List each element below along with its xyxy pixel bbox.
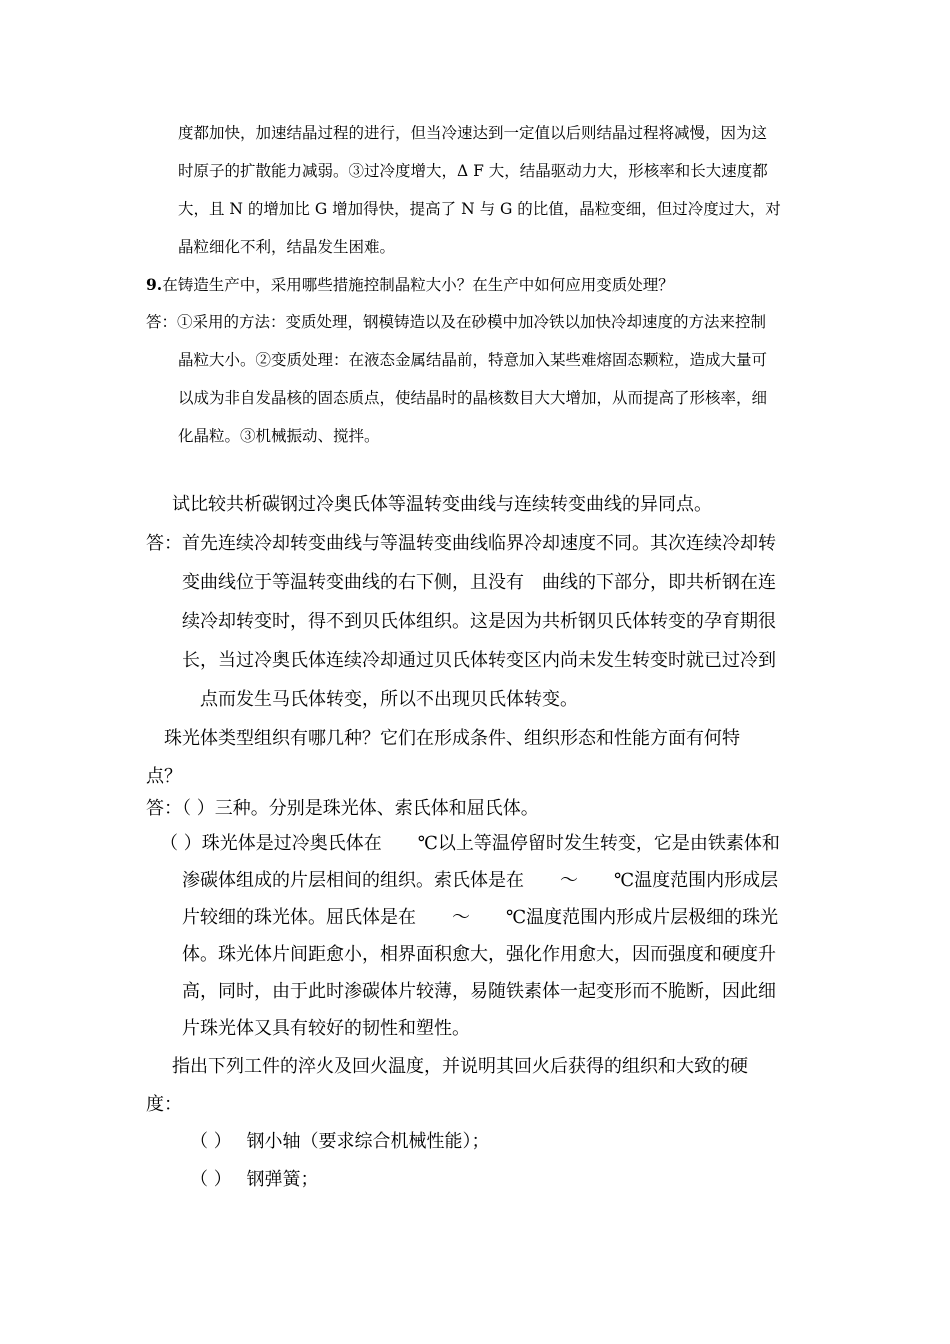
question-number: 9. xyxy=(146,275,163,294)
text-line: 晶粒大小。②变质处理：在液态金属结晶前，特意加入某些难熔固态颗粒，造成大量可 xyxy=(178,351,768,369)
text-line: 变曲线位于等温转变曲线的右下侧，且没有 曲线的下部分，即共析钢在连 xyxy=(182,572,776,593)
text-line: 点？ xyxy=(146,766,182,787)
list-item: （ ） 钢小轴（要求综合机械性能）； xyxy=(190,1131,490,1152)
text-line: （ ）珠光体是过冷奥氏体在 ℃以上等温停留时发生转变，它是由铁素体和 xyxy=(160,833,780,854)
text-line: 片珠光体又具有较好的韧性和塑性。 xyxy=(182,1018,470,1039)
text-line: 度都加快，加速结晶过程的进行，但当冷速达到一定值以后则结晶过程将减慢，因为这 xyxy=(178,124,768,142)
text-line: 大，且 N 的增加比 G 增加得快，提高了 N 与 G 的比值，晶粒变细，但过冷度过大，对 xyxy=(178,200,781,218)
text-line: 体。珠光体片间距愈小，相界面积愈大，强化作用愈大，因而强度和硬度升 xyxy=(182,944,776,965)
question-heading: 试比较共析碳钢过冷奥氏体等温转变曲线与连续转变曲线的异同点。 xyxy=(172,494,712,515)
answer-line: 答：（ ）三种。分别是珠光体、索氏体和屈氏体。 xyxy=(146,798,539,819)
text-line: 长，当过冷奥氏体连续冷却通过贝氏体转变区内尚未发生转变时就已过冷到 xyxy=(182,650,776,671)
answer-line: 答：①采用的方法：变质处理，钢模铸造以及在砂模中加冷铁以加快冷却速度的方法来控制 xyxy=(146,313,767,331)
list-item: （ ） 钢弹簧； xyxy=(190,1169,319,1190)
answer-line: 答：首先连续冷却转变曲线与等温转变曲线临界冷却速度不同。其次连续冷却转 xyxy=(146,533,776,554)
text-line: 时原子的扩散能力减弱。③过冷度增大，Δ F 大，结晶驱动力大，形核率和长大速度都 xyxy=(178,162,768,180)
text-line: 晶粒细化不利，结晶发生困难。 xyxy=(178,238,396,256)
text-line: 点而发生马氏体转变，所以不出现贝氏体转变。 xyxy=(200,689,578,710)
question-text: 在铸造生产中，采用哪些措施控制晶粒大小？在生产中如何应用变质处理？ xyxy=(162,276,674,294)
text-line: 度： xyxy=(146,1094,182,1115)
text-line: 片较细的珠光体。屈氏体是在 ～ ℃温度范围内形成片层极细的珠光 xyxy=(182,907,779,928)
question-heading: 指出下列工件的淬火及回火温度，并说明其回火后获得的组织和大致的硬 xyxy=(172,1056,748,1077)
text-line: 化晶粒。③机械振动、搅拌。 xyxy=(178,427,380,445)
question-heading: 珠光体类型组织有哪几种？它们在形成条件、组织形态和性能方面有何特 xyxy=(164,728,740,749)
text-line: 续冷却转变时，得不到贝氏体组织。这是因为共析钢贝氏体转变的孕育期很 xyxy=(182,611,776,632)
text-line: 高，同时，由于此时渗碳体片较薄，易随铁素体一起变形而不脆断，因此细 xyxy=(182,981,776,1002)
text-line: 以成为非自发晶核的固态质点，使结晶时的晶核数目大大增加，从而提高了形核率，细 xyxy=(178,389,768,407)
text-line: 渗碳体组成的片层相间的组织。索氏体是在 ～ ℃温度范围内形成层 xyxy=(182,870,779,891)
question-heading xyxy=(146,277,674,294)
